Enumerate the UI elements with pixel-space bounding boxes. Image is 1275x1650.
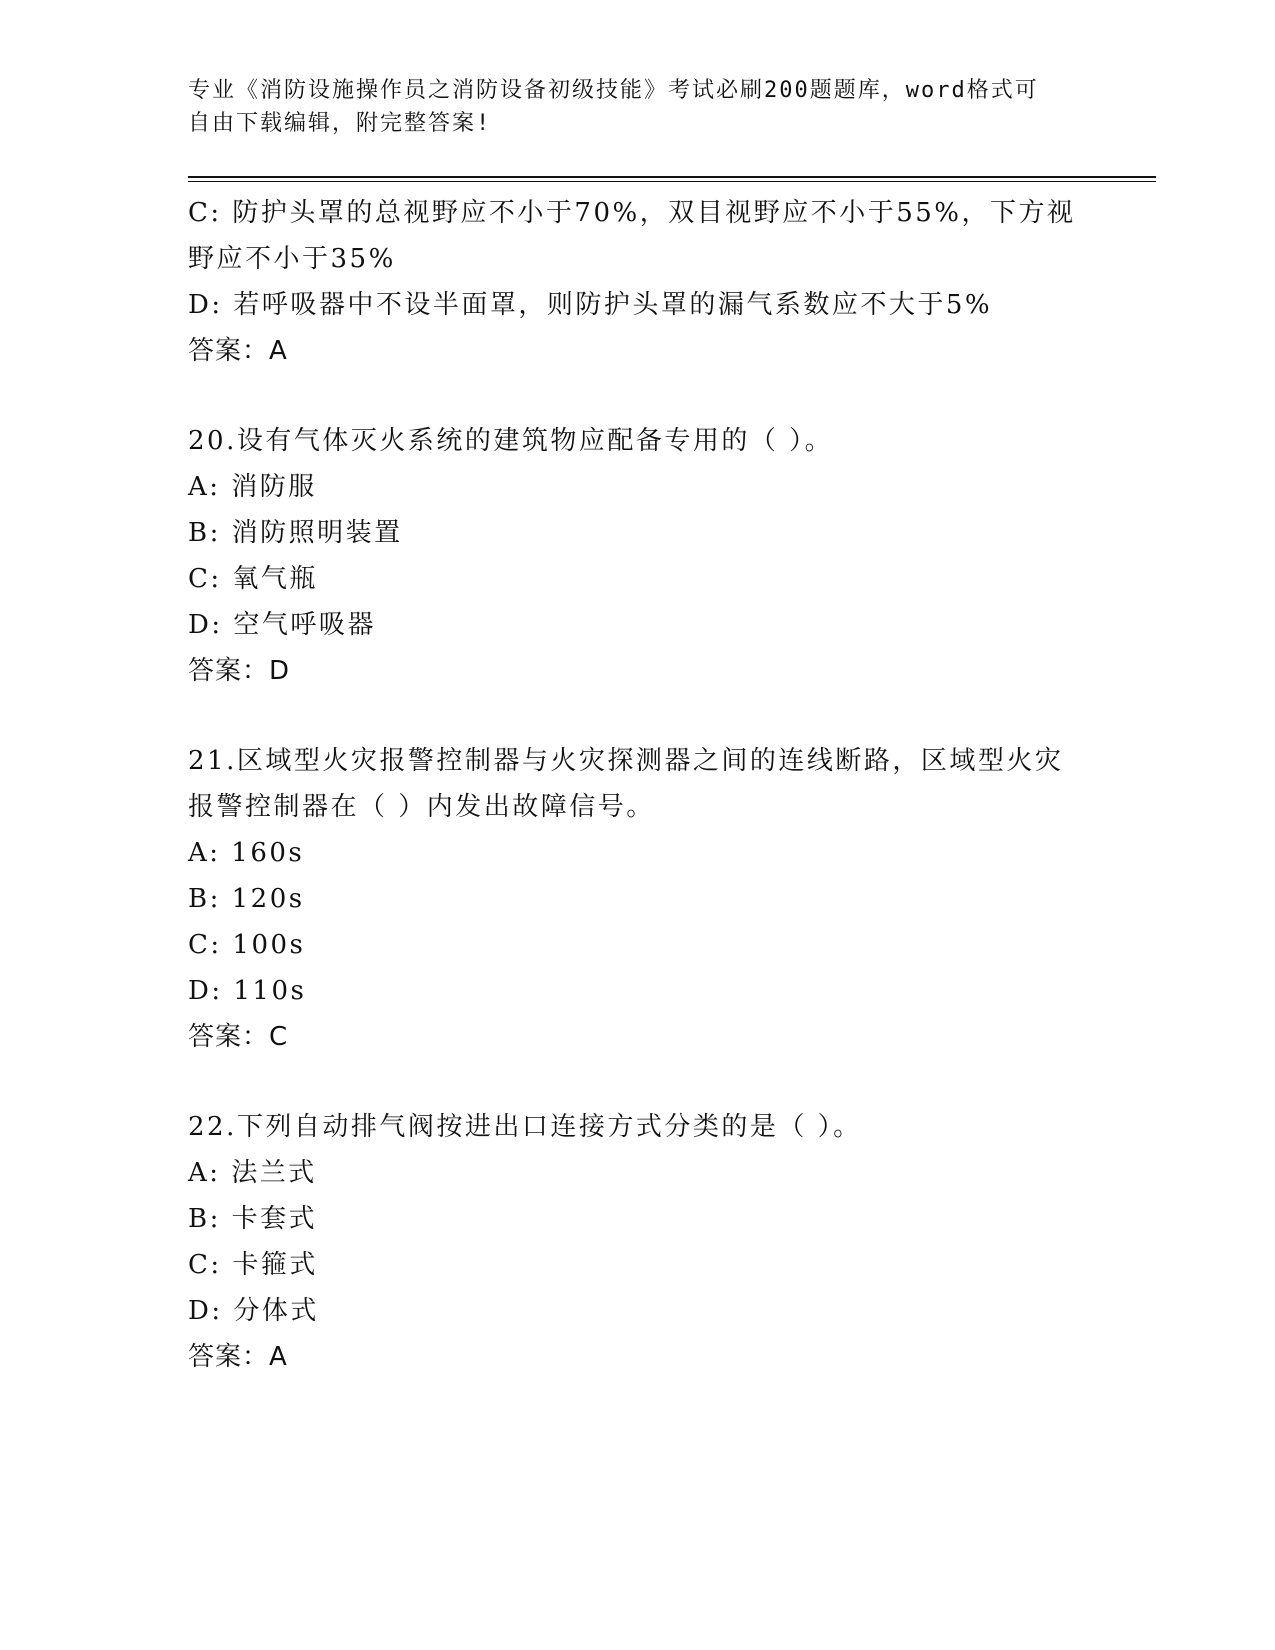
option-c-line-1: C: 防护头罩的总视野应不小于70%，双目视野应不小于55%，下方视 — [188, 198, 1076, 228]
previous-question-remainder — [188, 190, 1088, 374]
answer: 答案：D — [188, 656, 291, 686]
answer: 答案：A — [188, 1342, 288, 1372]
option-d: D: 分体式 — [188, 1296, 319, 1326]
option-b: B: 消防照明装置 — [188, 518, 403, 548]
question-list — [188, 190, 1088, 1380]
option-a: A: 消防服 — [188, 472, 317, 502]
header-line-1: 专业《消防设施操作员之消防设备初级技能》考试必刷200题题库，word格式可 — [188, 78, 1039, 103]
header-divider-thin — [188, 181, 1156, 182]
question-stem: 20.设有气体灭火系统的建筑物应配备专用的（ ）。 — [188, 426, 834, 456]
option-d: D: 若呼吸器中不设半面罩，则防护头罩的漏气系数应不大于5% — [188, 290, 993, 320]
document-header — [188, 74, 1068, 140]
answer: 答案：C — [188, 1022, 289, 1052]
question-22 — [188, 1104, 1088, 1380]
question-20 — [188, 418, 1088, 694]
option-d: D: 空气呼吸器 — [188, 610, 376, 640]
question-stem: 22.下列自动排气阀按进出口连接方式分类的是（ ）。 — [188, 1112, 862, 1142]
option-c: C: 100s — [188, 930, 306, 960]
option-b: B: 卡套式 — [188, 1204, 318, 1234]
header-divider-thick — [188, 176, 1156, 178]
option-d: D: 110s — [188, 976, 307, 1006]
option-c: C: 氧气瓶 — [188, 564, 318, 594]
question-stem-line-1: 21.区域型火灾报警控制器与火灾探测器之间的连线断路，区域型火灾 — [188, 746, 1064, 776]
answer: 答案：A — [188, 336, 288, 366]
option-c-line-2: 野应不小于35% — [188, 244, 396, 274]
question-stem-line-2: 报警控制器在（ ）内发出故障信号。 — [188, 792, 655, 822]
option-b: B: 120s — [188, 884, 305, 914]
option-c: C: 卡箍式 — [188, 1250, 318, 1280]
option-a: A: 法兰式 — [188, 1158, 317, 1188]
option-a: A: 160s — [188, 838, 305, 868]
question-21 — [188, 738, 1088, 1060]
header-line-2: 自由下载编辑，附完整答案! — [188, 111, 492, 136]
